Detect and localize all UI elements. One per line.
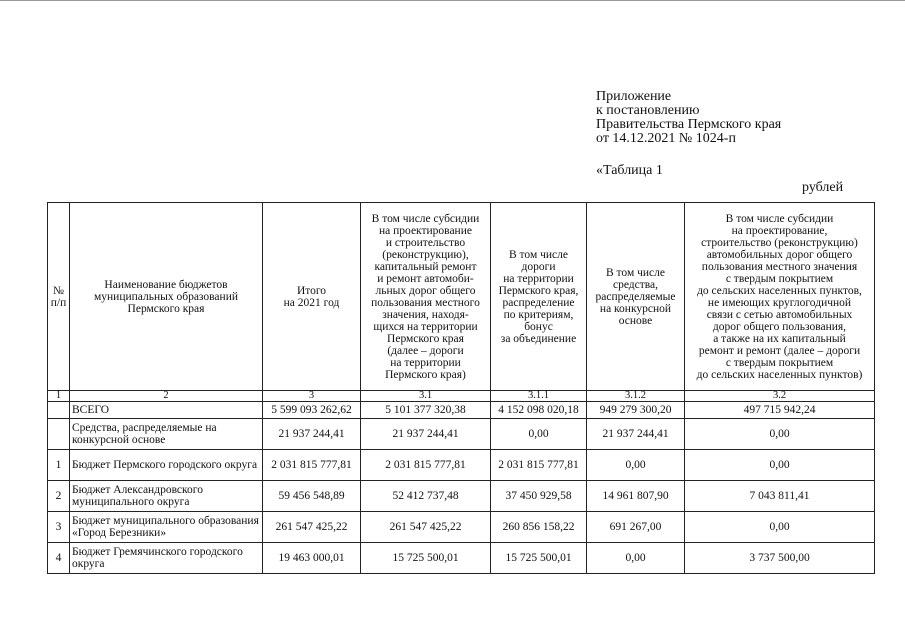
row-name: Бюджет Пермского городского округа: [70, 450, 263, 481]
table-row: [48, 512, 875, 543]
row-col-3-1: 52 412 737,48: [361, 481, 491, 512]
row-col-3-2: 497 715 942,24: [685, 402, 875, 419]
column-index-row: [48, 391, 875, 402]
row-col-3-1: 15 725 500,01: [361, 543, 491, 574]
row-col-3-2: 3 737 500,00: [685, 543, 875, 574]
row-total: 59 456 548,89: [263, 481, 361, 512]
row-col-3-2: 0,00: [685, 450, 875, 481]
row-name: Бюджет Гремячинского городского округа: [70, 543, 263, 574]
table-title: «Таблица 1: [596, 163, 663, 178]
row-col-3-1-2: 21 937 244,41: [587, 419, 685, 450]
attachment-line-1: Приложение: [596, 89, 672, 104]
table-row: [48, 543, 875, 574]
table-row: [48, 450, 875, 481]
row-number: 2: [48, 481, 70, 512]
units-label: рублей: [802, 180, 844, 195]
row-number: [48, 419, 70, 450]
header-col-3-1: В том числе субсидии на проектирование и строительство (реконструкцию), капитальный ремонт и ремонт автомоби- льных дорог общего пользования местного значения, находя- щихся на территории Пермского края (далее – дороги на территории Пермского края): [361, 203, 491, 391]
table-row: [48, 481, 875, 512]
row-col-3-1-2: 0,00: [587, 543, 685, 574]
row-col-3-1-1: 4 152 098 020,18: [491, 402, 587, 419]
row-number: 4: [48, 543, 70, 574]
row-number: [48, 402, 70, 419]
header-col-3-1-2: В том числе средства, распределяемые на конкурсной основе: [587, 203, 685, 391]
row-name: Средства, распределяемые на конкурсной основе: [70, 419, 263, 450]
scan-edge-line: [0, 0, 905, 13]
index-cell: 3: [263, 391, 361, 402]
index-cell: 3.1: [361, 391, 491, 402]
row-total: 261 547 425,22: [263, 512, 361, 543]
row-total: 19 463 000,01: [263, 543, 361, 574]
attachment-block: [596, 90, 781, 146]
row-col-3-2: 7 043 811,41: [685, 481, 875, 512]
index-cell: 3.2: [685, 391, 875, 402]
table-row: [48, 419, 875, 450]
index-cell: 1: [48, 391, 70, 402]
row-name: Бюджет муниципального образования «Город Березники»: [70, 512, 263, 543]
row-col-3-1: 21 937 244,41: [361, 419, 491, 450]
row-name: Бюджет Александровского муниципального округа: [70, 481, 263, 512]
index-cell: 3.1.1: [491, 391, 587, 402]
header-col-3-1-1: В том числе дороги на территории Пермского края, распределение по критериям, бонус за объединение: [491, 203, 587, 391]
attachment-line-4: от 14.12.2021 № 1024-п: [596, 131, 736, 146]
row-col-3-1-2: 691 267,00: [587, 512, 685, 543]
row-number: 3: [48, 512, 70, 543]
header-number: № п/п: [48, 203, 70, 391]
row-col-3-1-1: 0,00: [491, 419, 587, 450]
index-cell: 2: [70, 391, 263, 402]
row-col-3-1: 5 101 377 320,38: [361, 402, 491, 419]
row-col-3-2: 0,00: [685, 419, 875, 450]
table-row-total: [48, 402, 875, 419]
row-col-3-1-1: 37 450 929,58: [491, 481, 587, 512]
row-name: ВСЕГО: [70, 402, 263, 419]
index-cell: 3.1.2: [587, 391, 685, 402]
row-total: 5 599 093 262,62: [263, 402, 361, 419]
row-col-3-1: 261 547 425,22: [361, 512, 491, 543]
row-col-3-1-2: 949 279 300,20: [587, 402, 685, 419]
attachment-line-3: Правительства Пермского края: [596, 117, 782, 132]
row-total: 2 031 815 777,81: [263, 450, 361, 481]
row-col-3-2: 0,00: [685, 512, 875, 543]
header-total: Итого на 2021 год: [263, 203, 361, 391]
row-number: 1: [48, 450, 70, 481]
row-col-3-1-1: 260 856 158,22: [491, 512, 587, 543]
header-row: [48, 203, 875, 391]
row-col-3-1-2: 0,00: [587, 450, 685, 481]
attachment-line-2: к постановлению: [596, 103, 700, 118]
header-name: Наименование бюджетов муниципальных образований Пермского края: [70, 203, 263, 391]
row-total: 21 937 244,41: [263, 419, 361, 450]
row-col-3-1-1: 2 031 815 777,81: [491, 450, 587, 481]
row-col-3-1-2: 14 961 807,90: [587, 481, 685, 512]
row-col-3-1: 2 031 815 777,81: [361, 450, 491, 481]
header-col-3-2: В том числе субсидии на проектирование, строительство (реконструкцию) автомобильных дорог общего пользования местного значения с твердым покрытием до сельских населенных пунктов, не имеющих круглогодичной связи с сетью автомобильных дорог общего пользования, а также на их капитальный ремонт и ремонт (далее – дороги с твердым покрытием до сельских населенных пунктов): [685, 203, 875, 391]
row-col-3-1-1: 15 725 500,01: [491, 543, 587, 574]
budget-table: [47, 202, 875, 574]
